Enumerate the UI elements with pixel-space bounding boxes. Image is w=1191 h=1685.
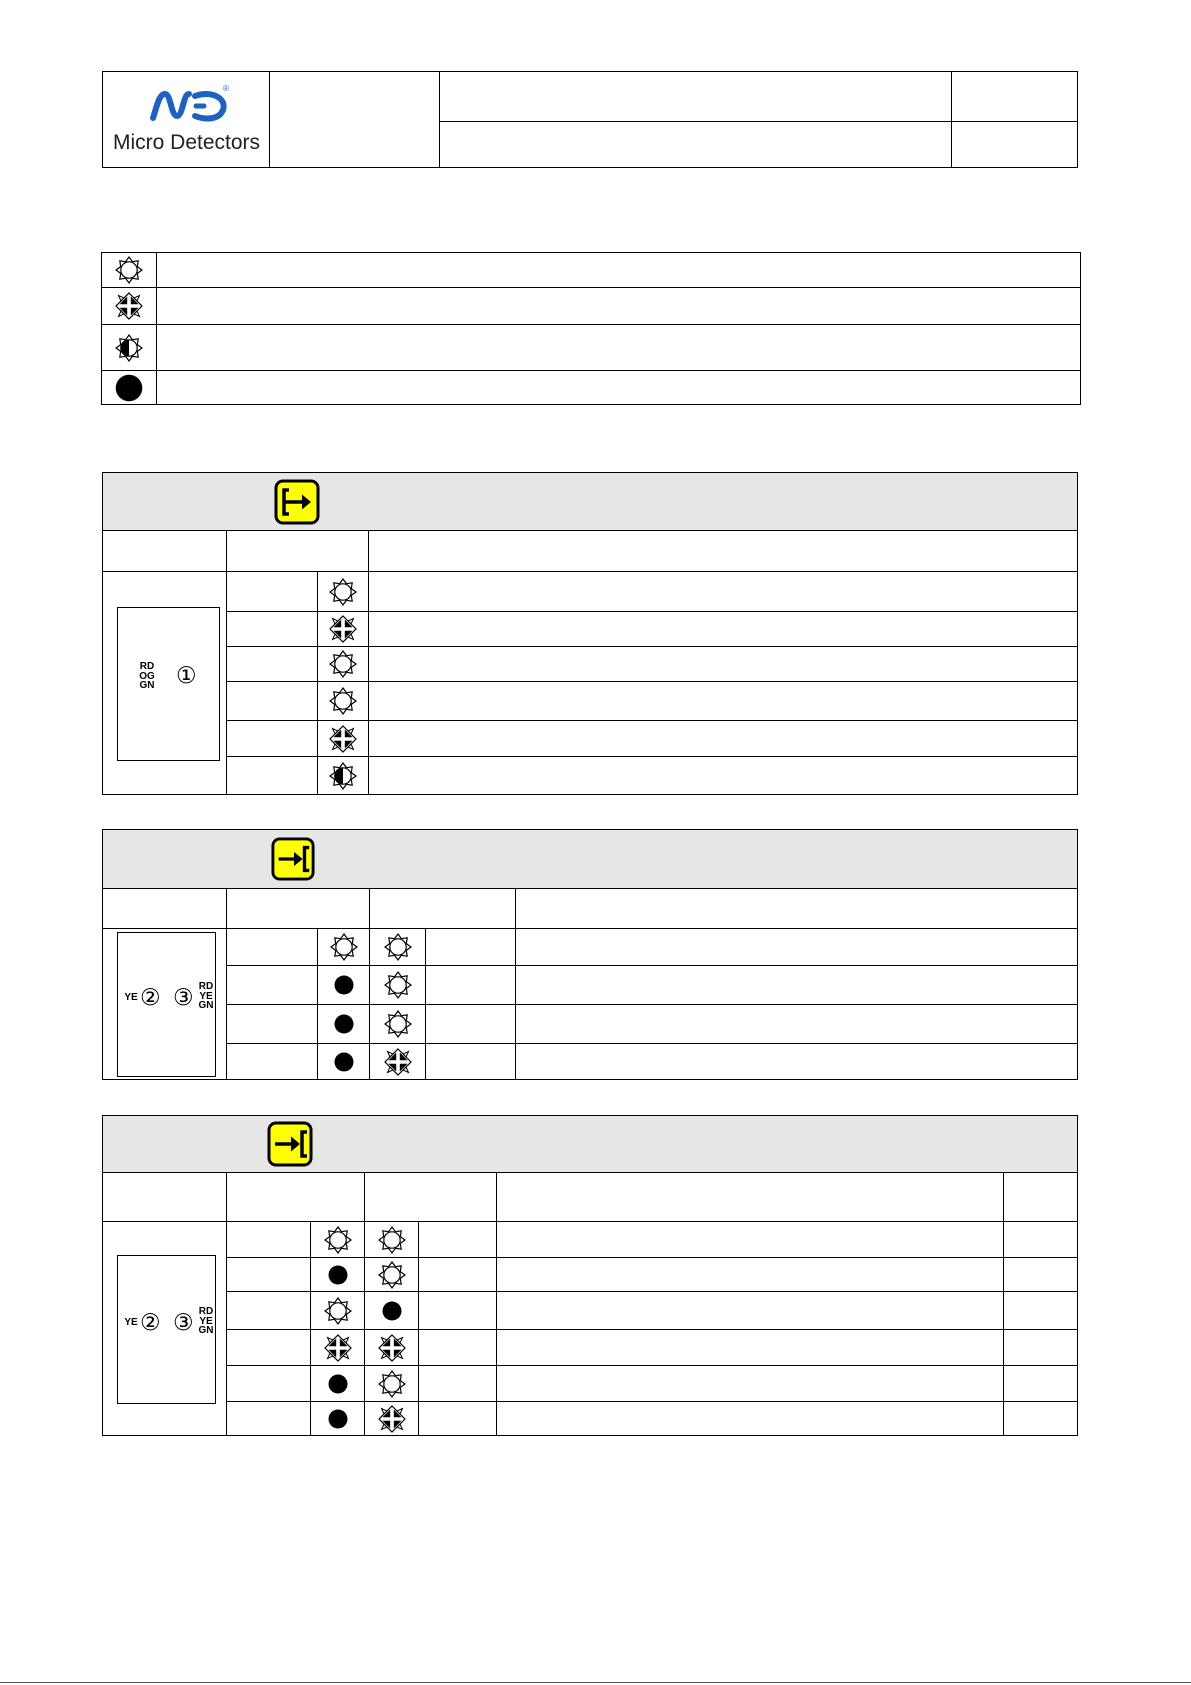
led-off-icon bbox=[330, 1010, 358, 1038]
led-number-marker: ③ bbox=[173, 1310, 194, 1336]
column-header-cell bbox=[227, 1173, 365, 1222]
state-cell bbox=[227, 682, 318, 721]
led-on-icon-graphic bbox=[329, 687, 357, 715]
legend-icon-cell bbox=[102, 325, 157, 371]
led-on-icon bbox=[378, 1370, 406, 1398]
state-cell bbox=[227, 612, 318, 647]
description-cell bbox=[497, 1258, 1004, 1292]
led-icon-cell bbox=[311, 1402, 365, 1436]
state-cell bbox=[227, 1366, 311, 1402]
column-header-cell bbox=[365, 1173, 497, 1222]
description-cell bbox=[369, 572, 1078, 612]
led-on-icon-graphic bbox=[384, 1010, 412, 1038]
led-off-icon bbox=[324, 1261, 352, 1289]
description-cell bbox=[516, 1044, 1078, 1080]
led-color-label: YE bbox=[124, 1317, 138, 1328]
extra-cell bbox=[1004, 1258, 1078, 1292]
led-off-icon bbox=[324, 1370, 352, 1398]
column-header-cell bbox=[369, 531, 1078, 572]
led-icon-cell bbox=[311, 1330, 365, 1366]
state-cell bbox=[419, 1258, 497, 1292]
led-icon-cell bbox=[318, 647, 369, 682]
state-cell bbox=[227, 757, 318, 795]
led-blinking-icon-graphic bbox=[329, 615, 357, 643]
description-cell bbox=[497, 1292, 1004, 1330]
led-half-icon-graphic bbox=[115, 334, 143, 362]
led-on-icon-graphic bbox=[324, 1297, 352, 1325]
arrow-to-bar-icon-graphic bbox=[267, 1121, 313, 1167]
description-cell bbox=[497, 1330, 1004, 1366]
description-cell bbox=[497, 1366, 1004, 1402]
column-header-cell bbox=[103, 889, 227, 929]
led-icon-cell bbox=[370, 966, 426, 1005]
led-color-label: OG bbox=[139, 670, 155, 682]
led-number-marker: ③ bbox=[173, 985, 194, 1011]
state-cell bbox=[426, 966, 516, 1005]
micro-detectors-logo bbox=[149, 86, 231, 124]
led-color-label: YE bbox=[124, 992, 138, 1003]
led-color-labels bbox=[198, 982, 214, 1011]
led-blinking-icon bbox=[115, 292, 143, 320]
state-cell bbox=[227, 929, 318, 966]
led-blinking-icon bbox=[329, 725, 357, 753]
device-diagram bbox=[117, 932, 216, 1077]
led-table-3 bbox=[102, 1115, 1078, 1436]
extra-cell bbox=[1004, 1402, 1078, 1436]
table-title-band bbox=[103, 1116, 1078, 1173]
state-cell bbox=[227, 1005, 318, 1044]
led-on-icon-graphic bbox=[378, 1226, 406, 1254]
led-on-icon bbox=[115, 256, 143, 284]
led-icon-cell bbox=[365, 1330, 419, 1366]
led-icon-cell bbox=[318, 966, 370, 1005]
led-on-icon-graphic bbox=[329, 578, 357, 606]
led-on-icon bbox=[378, 1261, 406, 1289]
led-icon-cell bbox=[318, 1044, 370, 1080]
led-icon-cell bbox=[311, 1366, 365, 1402]
led-off-icon-graphic bbox=[324, 1405, 352, 1433]
led-color-label: RD bbox=[139, 661, 155, 672]
led-icon-cell bbox=[311, 1258, 365, 1292]
table-title-band bbox=[103, 473, 1078, 531]
state-cell bbox=[227, 1222, 311, 1258]
led-on-icon bbox=[324, 1226, 352, 1254]
header-cell bbox=[440, 72, 952, 122]
led-icon-cell bbox=[318, 721, 369, 757]
led-color-labels bbox=[198, 1307, 214, 1336]
led-icon-cell bbox=[365, 1402, 419, 1436]
led-blinking-icon bbox=[378, 1405, 406, 1433]
header-cell bbox=[270, 72, 440, 168]
device-diagram-cell bbox=[103, 929, 227, 1080]
arrow-from-bar-icon bbox=[274, 479, 320, 525]
state-cell bbox=[227, 721, 318, 757]
legend-table bbox=[101, 252, 1081, 405]
led-half-icon bbox=[115, 334, 143, 362]
led-blinking-icon-graphic bbox=[384, 1048, 412, 1076]
device-diagram-cell bbox=[103, 572, 227, 795]
legend-description-cell bbox=[157, 325, 1081, 371]
led-on-icon bbox=[384, 1010, 412, 1038]
led-color-label: GN bbox=[198, 1000, 214, 1011]
led-on-icon-graphic bbox=[324, 1226, 352, 1254]
led-icon-cell bbox=[318, 929, 370, 966]
led-blinking-icon bbox=[384, 1048, 412, 1076]
device-diagram bbox=[117, 1255, 216, 1404]
led-color-label: GN bbox=[198, 1325, 214, 1336]
state-cell bbox=[227, 966, 318, 1005]
column-header-cell bbox=[227, 889, 370, 929]
state-cell bbox=[227, 1044, 318, 1080]
page-bottom-border bbox=[0, 1682, 1191, 1683]
led-on-icon-graphic bbox=[384, 971, 412, 999]
brand-name: Micro Detectors bbox=[112, 131, 261, 154]
led-color-label: YE bbox=[199, 990, 213, 1002]
led-on-icon bbox=[378, 1226, 406, 1254]
led-off-icon bbox=[330, 971, 358, 999]
led-off-icon-graphic bbox=[330, 1048, 358, 1076]
description-cell bbox=[369, 757, 1078, 795]
led-on-icon-graphic bbox=[330, 933, 358, 961]
led-off-icon bbox=[115, 374, 143, 402]
led-off-icon-graphic bbox=[378, 1297, 406, 1325]
state-cell bbox=[426, 1005, 516, 1044]
legend-description-cell bbox=[157, 253, 1081, 288]
led-half-icon-graphic bbox=[329, 762, 357, 790]
led-color-label: RD bbox=[198, 1306, 214, 1317]
device-diagram bbox=[117, 607, 220, 761]
column-header-cell bbox=[370, 889, 516, 929]
led-on-icon-graphic bbox=[384, 933, 412, 961]
header-cell bbox=[952, 72, 1078, 122]
led-icon-cell bbox=[311, 1222, 365, 1258]
column-header-cell bbox=[103, 531, 227, 572]
state-cell bbox=[227, 647, 318, 682]
legend-description-cell bbox=[157, 288, 1081, 325]
description-cell bbox=[497, 1402, 1004, 1436]
led-off-icon-graphic bbox=[330, 971, 358, 999]
state-cell bbox=[227, 1330, 311, 1366]
arrow-from-bar-icon-graphic bbox=[274, 479, 320, 525]
led-on-icon bbox=[329, 578, 357, 606]
led-icon-cell bbox=[370, 1044, 426, 1080]
state-cell bbox=[419, 1292, 497, 1330]
registered-mark: ® bbox=[223, 84, 229, 93]
led-icon-cell bbox=[318, 682, 369, 721]
state-cell bbox=[419, 1402, 497, 1436]
state-cell bbox=[227, 1402, 311, 1436]
led-off-icon bbox=[330, 1048, 358, 1076]
state-cell bbox=[419, 1330, 497, 1366]
led-icon-cell bbox=[311, 1292, 365, 1330]
led-on-icon bbox=[384, 933, 412, 961]
led-color-label: GN bbox=[139, 680, 155, 691]
led-blinking-icon-graphic bbox=[324, 1334, 352, 1362]
description-cell bbox=[516, 966, 1078, 1005]
legend-description-cell bbox=[157, 371, 1081, 405]
extra-cell bbox=[1004, 1222, 1078, 1258]
led-icon-cell bbox=[365, 1222, 419, 1258]
led-icon-cell bbox=[370, 929, 426, 966]
led-color-label: RD bbox=[198, 981, 214, 992]
led-on-icon-graphic bbox=[329, 650, 357, 678]
led-blinking-icon-graphic bbox=[378, 1405, 406, 1433]
column-header-cell bbox=[227, 531, 369, 572]
led-color-label: YE bbox=[199, 1315, 213, 1327]
state-cell bbox=[419, 1366, 497, 1402]
led-number-marker: ② bbox=[140, 1310, 161, 1336]
led-icon-cell bbox=[365, 1366, 419, 1402]
document-header-table bbox=[102, 71, 1078, 168]
description-cell bbox=[369, 721, 1078, 757]
description-cell bbox=[497, 1222, 1004, 1258]
led-icon-cell bbox=[318, 572, 369, 612]
led-blinking-icon bbox=[329, 615, 357, 643]
led-number-marker: ② bbox=[140, 985, 161, 1011]
led-off-icon-graphic bbox=[330, 1010, 358, 1038]
column-header-cell bbox=[497, 1173, 1004, 1222]
header-cell bbox=[952, 122, 1078, 168]
description-cell bbox=[369, 647, 1078, 682]
led-off-icon-graphic bbox=[109, 368, 148, 407]
led-on-icon bbox=[324, 1297, 352, 1325]
led-icon-cell bbox=[365, 1292, 419, 1330]
state-cell bbox=[227, 1258, 311, 1292]
led-on-icon bbox=[329, 650, 357, 678]
led-color-labels bbox=[139, 662, 155, 691]
led-on-icon bbox=[330, 933, 358, 961]
led-blinking-icon-graphic bbox=[329, 725, 357, 753]
column-header-cell bbox=[516, 889, 1078, 929]
led-icon-cell bbox=[318, 1005, 370, 1044]
arrow-to-bar-icon bbox=[267, 1121, 313, 1167]
led-blinking-icon-graphic bbox=[378, 1334, 406, 1362]
led-number-marker: ① bbox=[176, 663, 197, 689]
led-table-1 bbox=[102, 472, 1078, 795]
led-blinking-icon-graphic bbox=[115, 292, 143, 320]
led-table-2 bbox=[102, 829, 1078, 1080]
state-cell bbox=[426, 929, 516, 966]
led-icon-cell bbox=[370, 1005, 426, 1044]
description-cell bbox=[369, 682, 1078, 721]
table-title-band bbox=[103, 830, 1078, 889]
description-cell bbox=[516, 929, 1078, 966]
led-off-icon bbox=[378, 1297, 406, 1325]
state-cell bbox=[227, 572, 318, 612]
extra-cell bbox=[1004, 1292, 1078, 1330]
header-cell bbox=[440, 122, 952, 168]
led-on-icon-graphic bbox=[115, 256, 143, 284]
device-diagram-cell bbox=[103, 1222, 227, 1436]
led-blinking-icon bbox=[324, 1334, 352, 1362]
state-cell bbox=[419, 1222, 497, 1258]
state-cell bbox=[426, 1044, 516, 1080]
led-on-icon-graphic bbox=[378, 1261, 406, 1289]
extra-cell bbox=[1004, 1366, 1078, 1402]
logo-cell bbox=[103, 72, 270, 168]
led-off-icon bbox=[324, 1405, 352, 1433]
column-header-cell bbox=[1004, 1173, 1078, 1222]
state-cell bbox=[227, 1292, 311, 1330]
led-half-icon bbox=[329, 762, 357, 790]
legend-icon-cell bbox=[102, 371, 157, 405]
led-icon-cell bbox=[365, 1258, 419, 1292]
description-cell bbox=[369, 612, 1078, 647]
led-icon-cell bbox=[318, 757, 369, 795]
led-on-icon bbox=[384, 971, 412, 999]
led-icon-cell bbox=[318, 612, 369, 647]
legend-icon-cell bbox=[102, 253, 157, 288]
led-on-icon-graphic bbox=[378, 1370, 406, 1398]
led-on-icon bbox=[329, 687, 357, 715]
led-blinking-icon bbox=[378, 1334, 406, 1362]
legend-icon-cell bbox=[102, 288, 157, 325]
led-off-icon-graphic bbox=[324, 1261, 352, 1289]
led-off-icon-graphic bbox=[324, 1370, 352, 1398]
extra-cell bbox=[1004, 1330, 1078, 1366]
arrow-to-bar-icon-graphic bbox=[271, 837, 315, 881]
arrow-to-bar-icon bbox=[271, 837, 315, 881]
description-cell bbox=[516, 1005, 1078, 1044]
column-header-cell bbox=[103, 1173, 227, 1222]
